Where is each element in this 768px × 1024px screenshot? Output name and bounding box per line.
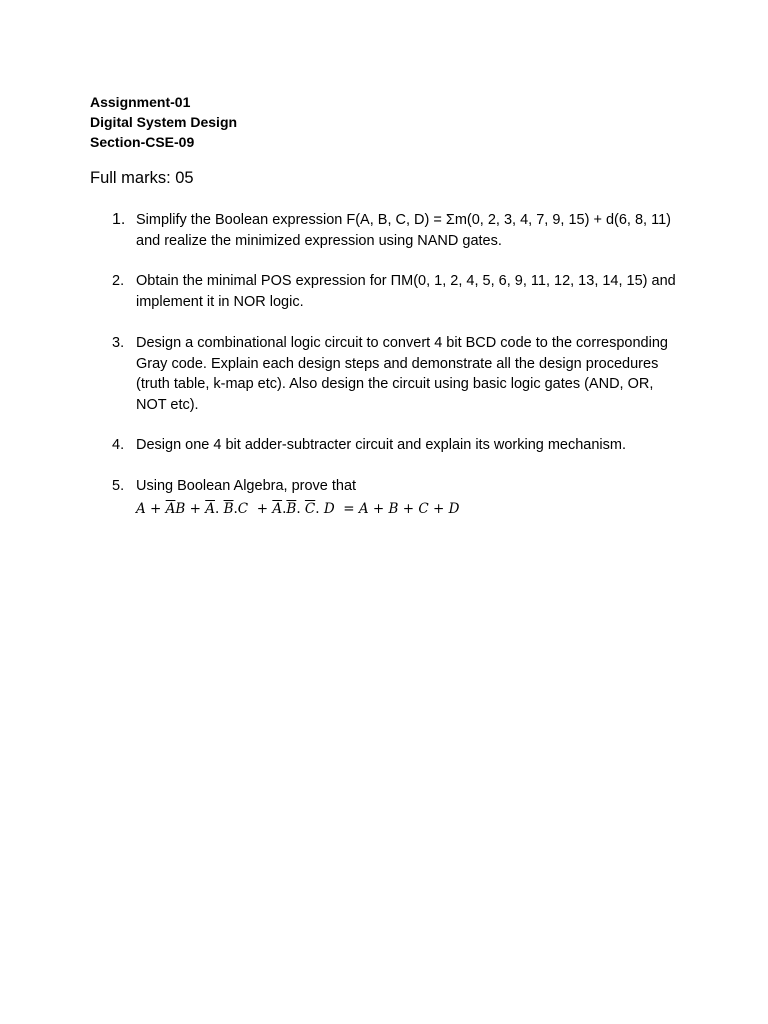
formula-operator: + [256,501,269,517]
question-4 [0,435,676,456]
question-text: Design a combinational logic circuit to convert 4 bit BCD code to the corresponding Gray code. Explain each design steps and demonstrate all the design procedures (truth table, k-map etc). Also design the circuit using basic logic gates (AND, OR, NOT etc). [136,335,668,413]
question-text: Simplify the Boolean expression F(A, B, C, D) = Σm(0, 2, 3, 4, 7, 9, 15) + d(6, 8, 11) and realize the minimized expression using NAND gates. [136,212,671,249]
formula-operator: + [150,501,162,517]
formula-term: C [237,501,249,517]
formula-operator: + [433,501,445,517]
question-3 [0,333,676,415]
boolean-formula [136,498,676,520]
formula-operator: + [189,501,201,517]
question-number: 3. [112,335,125,351]
formula-term: B [388,501,399,517]
question-number: 4. [112,437,125,453]
formula-term: D [448,501,460,517]
formula-term: $\overline{A}$ [205,501,215,517]
question-text: Design one 4 bit adder-subtracter circuit and explain its working mechanism. [136,437,627,453]
document-header [90,92,237,152]
question-1 [0,210,676,251]
course-name: Digital System Design [90,114,238,130]
formula-dot: . [233,501,238,517]
full-marks: Full marks: 05 [90,169,194,187]
formula-term: $\overline{B}$ [223,501,234,517]
formula-term: $\overline{A}$ [165,501,176,517]
formula-equals: = [343,501,355,517]
formula-term: $\overline{C}$ [304,501,316,517]
question-number: 1. [112,211,126,228]
formula-operator: + [402,501,415,517]
formula-dot: . [282,501,287,517]
question-list [0,210,768,520]
question-2 [0,271,676,312]
section-name: Section-CSE-09 [90,134,195,150]
formula-term: D [323,501,335,517]
formula-dot: . [315,501,320,517]
formula-term: C [418,501,429,517]
question-5 [0,476,676,521]
formula-term: B [175,501,186,517]
formula-term: $\overline{A}$ [272,501,283,517]
formula-operator: + [372,501,385,517]
question-number: 5. [112,477,125,494]
formula-term: A [358,501,369,517]
question-number: 2. [112,273,125,289]
question-text: Obtain the minimal POS expression for ΠM(0, 1, 2, 4, 5, 6, 9, 11, 12, 13, 14, 15) and implement it in NOR logic. [136,273,676,310]
formula-term: A [136,501,146,517]
question-text: Using Boolean Algebra, prove that [136,477,357,494]
assignment-title: Assignment-01 [90,94,191,110]
formula-term: $\overline{B}$ [286,501,297,517]
formula-dot: . [214,501,220,517]
formula-dot: . [296,501,301,517]
